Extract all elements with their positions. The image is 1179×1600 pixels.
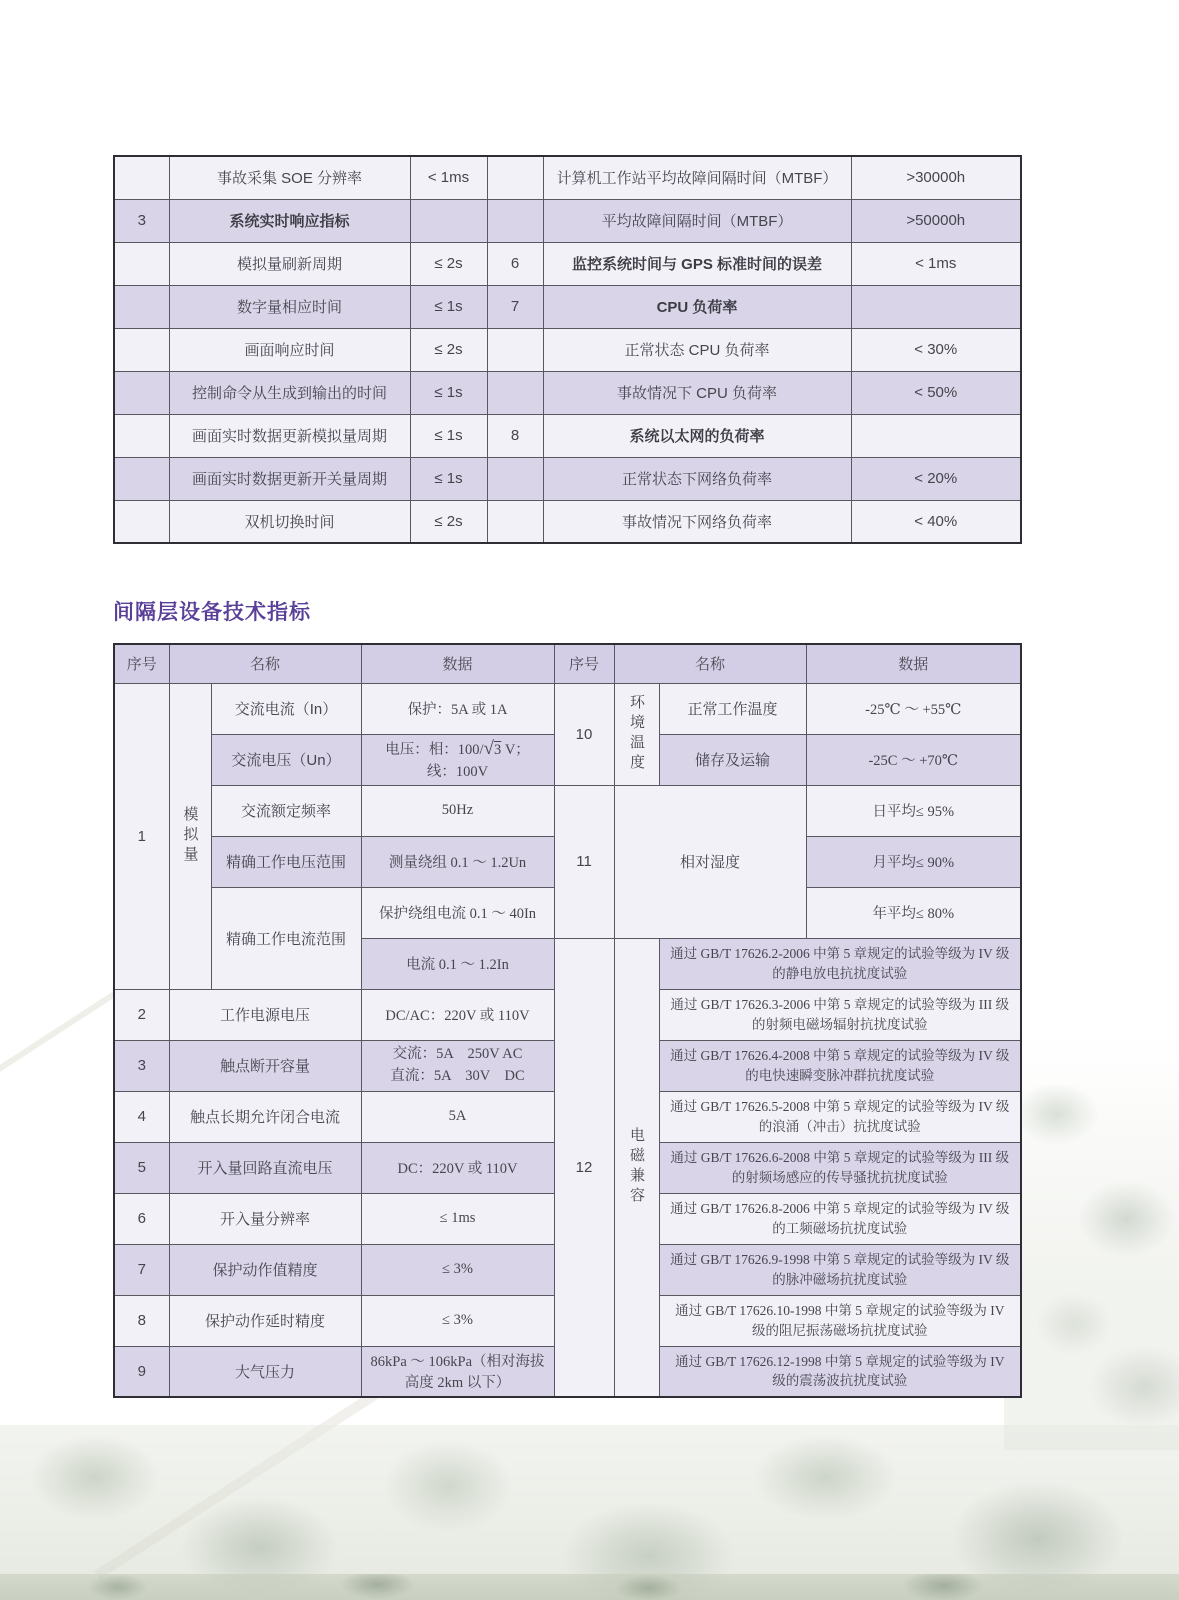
system-indicators-table [113,155,1022,544]
cell-value: 86kPa ～ 106kPa（相对海拔高度 2km 以下） [361,1346,554,1397]
cell-value: DC：220V 或 110V [361,1142,554,1193]
cell-value: >50000h [851,199,1021,242]
cell-index: 3 [114,199,169,242]
cell-value [851,285,1021,328]
cell-name: 事故情况下 CPU 负荷率 [543,371,851,414]
bay-equipment-table [113,643,1022,1398]
cell-value: ≤ 1s [410,371,487,414]
background-foliage-right [1004,1030,1179,1450]
cell-index [487,371,543,414]
cell-value: -25℃ ～ +55℃ [806,683,1021,734]
cell-name: 计算机工作站平均故障间隔时间（MTBF） [543,156,851,199]
cell-emc-test: 通过 GB/T 17626.4-2008 中第 5 章规定的试验等级为 IV 级的电快速瞬变脉冲群抗扰度试验 [659,1040,1021,1091]
cell-value: < 1ms [410,156,487,199]
cell-name: 正常状态下网络负荷率 [543,457,851,500]
cell-name: 模拟量刷新周期 [169,242,410,285]
cell-name: 控制命令从生成到输出的时间 [169,371,410,414]
header-data: 数据 [806,644,1021,683]
background-foliage-band [0,1574,1179,1600]
cell-index: 10 [554,683,614,785]
cell-value: 交流：5A 250V AC 直流：5A 30V DC [361,1040,554,1091]
cell-name: 保护动作延时精度 [169,1295,361,1346]
header-name: 名称 [169,644,361,683]
cell-value: 日平均≤ 95% [806,785,1021,836]
cell-index [114,156,169,199]
cell-name: 事故采集 SOE 分辨率 [169,156,410,199]
header-index: 序号 [114,644,169,683]
cell-value: 电流 0.1 ～ 1.2In [361,938,554,989]
cell-index: 7 [114,1244,169,1295]
table-row [114,414,1021,457]
cell-index: 5 [114,1142,169,1193]
cell-index: 8 [114,1295,169,1346]
cell-index [487,457,543,500]
cell-emc-test: 通过 GB/T 17626.9-1998 中第 5 章规定的试验等级为 IV 级的脉冲磁场抗扰度试验 [659,1244,1021,1295]
cell-name: 精确工作电压范围 [211,836,361,887]
cell-emc-test: 通过 GB/T 17626.10-1998 中第 5 章规定的试验等级为 IV 级的阻尼振荡磁场抗扰度试验 [659,1295,1021,1346]
cell-value: ≤ 1s [410,457,487,500]
background-foliage-photo [0,1425,1179,1600]
cell-value: 5A [361,1091,554,1142]
cell-value: ≤ 2s [410,242,487,285]
cell-value: ≤ 1ms [361,1193,554,1244]
cell-value: DC/AC：220V 或 110V [361,989,554,1040]
cell-name: 工作电源电压 [169,989,361,1040]
cell-value: 年平均≤ 80% [806,887,1021,938]
cell-value: ≤ 3% [361,1295,554,1346]
cell-group-analog: 模拟量 [169,683,211,989]
cell-value: -25C ～ +70℃ [806,734,1021,785]
cell-index [114,371,169,414]
table-row [114,371,1021,414]
cell-name: 触点断开容量 [169,1040,361,1091]
cell-name: 双机切换时间 [169,500,410,543]
cell-name: 数字量相应时间 [169,285,410,328]
cell-name: 交流电压（Un） [211,734,361,785]
cell-emc-test: 通过 GB/T 17626.8-2006 中第 5 章规定的试验等级为 IV 级的工频磁场抗扰度试验 [659,1193,1021,1244]
cell-value: ≤ 1s [410,414,487,457]
cell-value: < 40% [851,500,1021,543]
cell-name: 大气压力 [169,1346,361,1397]
cell-value: 测量绕组 0.1 ～ 1.2Un [361,836,554,887]
cell-index: 3 [114,1040,169,1091]
cell-value: >30000h [851,156,1021,199]
cell-name: 触点长期允许闭合电流 [169,1091,361,1142]
table-row [114,156,1021,199]
cell-index [487,328,543,371]
cell-index: 2 [114,989,169,1040]
cell-name: 正常状态 CPU 负荷率 [543,328,851,371]
cell-name: 精确工作电流范围 [211,887,361,989]
cell-name: 储存及运输 [659,734,806,785]
cell-group-ambient-temp: 环境温度 [614,683,659,785]
cell-value: < 30% [851,328,1021,371]
cell-value: 保护绕组电流 0.1 ～ 40In [361,887,554,938]
cell-emc-test: 通过 GB/T 17626.12-1998 中第 5 章规定的试验等级为 IV 级的震荡波抗扰度试验 [659,1346,1021,1397]
table-row [114,285,1021,328]
cell-name: 保护动作值精度 [169,1244,361,1295]
table-row [114,683,1021,734]
cell-index: 6 [487,242,543,285]
cell-emc-test: 通过 GB/T 17626.2-2006 中第 5 章规定的试验等级为 IV 级的静电放电抗扰度试验 [659,938,1021,989]
cell-index [487,156,543,199]
cell-index [114,414,169,457]
cell-value: < 1ms [851,242,1021,285]
table-row [114,457,1021,500]
cell-emc-test: 通过 GB/T 17626.5-2008 中第 5 章规定的试验等级为 IV 级的浪涌（冲击）抗扰度试验 [659,1091,1021,1142]
cell-name: 监控系统时间与 GPS 标准时间的误差 [543,242,851,285]
cell-name: 平均故障间隔时间（MTBF） [543,199,851,242]
cell-index [114,328,169,371]
cell-value: 月平均≤ 90% [806,836,1021,887]
cell-name: 画面实时数据更新开关量周期 [169,457,410,500]
cell-index: 4 [114,1091,169,1142]
cell-group-emc: 电磁兼容 [614,938,659,1397]
cell-value: ≤ 3% [361,1244,554,1295]
cell-name: 相对湿度 [614,785,806,938]
header-name: 名称 [614,644,806,683]
cell-index: 9 [114,1346,169,1397]
cell-index: 6 [114,1193,169,1244]
cell-value: ≤ 1s [410,285,487,328]
cell-value: 50Hz [361,785,554,836]
cell-index: 7 [487,285,543,328]
cell-value: < 50% [851,371,1021,414]
cell-value: ≤ 2s [410,500,487,543]
cell-index [114,500,169,543]
header-index: 序号 [554,644,614,683]
cell-index: 8 [487,414,543,457]
sqrt-expression: √3 [483,738,502,759]
cell-name: 开入量分辨率 [169,1193,361,1244]
table-row [114,328,1021,371]
cell-index [114,457,169,500]
cell-name: 交流电流（In） [211,683,361,734]
cell-name: 正常工作温度 [659,683,806,734]
cell-emc-test: 通过 GB/T 17626.6-2008 中第 5 章规定的试验等级为 III 级的射频场感应的传导骚扰抗扰度试验 [659,1142,1021,1193]
cell-value [410,199,487,242]
cell-name: 开入量回路直流电压 [169,1142,361,1193]
table-row [114,199,1021,242]
table-row [114,242,1021,285]
cell-name: 交流额定频率 [211,785,361,836]
cell-name: CPU 负荷率 [543,285,851,328]
table-header-row [114,644,1021,683]
cell-index: 12 [554,938,614,1397]
table-row [114,500,1021,543]
cell-value: ≤ 2s [410,328,487,371]
cell-index [487,199,543,242]
cell-name: 系统以太网的负荷率 [543,414,851,457]
cell-index [114,242,169,285]
section-heading: 间隔层设备技术指标 [113,601,311,624]
cell-index [114,285,169,328]
cell-index: 1 [114,683,169,989]
cell-index: 11 [554,785,614,938]
cell-ac-voltage-value: 电压：相：100/√3 V； 线：100V [361,734,554,785]
cell-value [851,414,1021,457]
cell-name: 画面实时数据更新模拟量周期 [169,414,410,457]
cell-value: < 20% [851,457,1021,500]
cell-name: 画面响应时间 [169,328,410,371]
table-row [114,785,1021,836]
header-data: 数据 [361,644,554,683]
cell-value: 保护：5A 或 1A [361,683,554,734]
cell-name: 事故情况下网络负荷率 [543,500,851,543]
cell-index [487,500,543,543]
cell-emc-test: 通过 GB/T 17626.3-2006 中第 5 章规定的试验等级为 III 级的射频电磁场辐射抗扰度试验 [659,989,1021,1040]
cell-name: 系统实时响应指标 [169,199,410,242]
